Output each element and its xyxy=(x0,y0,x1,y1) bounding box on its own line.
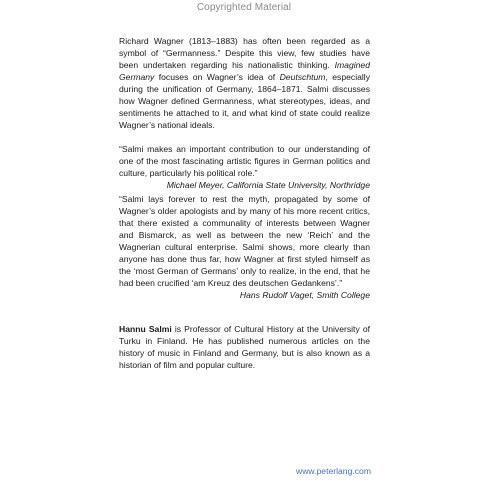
description-text-1: Richard Wagner (1813–1883) has often been regarded as a symbol of “Germanness.” Despite this view, few studies have been undertaken regarding his nationalistic thinking. xyxy=(119,36,370,70)
review-quote-1 xyxy=(119,143,370,191)
description-text-3: , especially during the unification of Germany, 1864–1871. Salmi discusses how Wagner defined Germanness, what stereotypes, ideas, and sentiments he attached to it, and what kind of state could realize Wagner’s national ideals. xyxy=(119,72,370,130)
quote-text: “Salmi makes an important contribution to our understanding of one of the most fascinating artistic figures in German politics and culture, particularly his political role.” xyxy=(119,144,370,178)
quote-text: “Salmi lays forever to rest the myth, propagated by some of Wagner’s older apologists and by many of his more recent critics, that there existed a communality of interests between Wagner and Bismarck, as well as between the new ‘Reich’ and the Wagnerian cultural enterprise. Salmi shows, more clearly than anyone has done thus far, how Wagner at first styled himself as the ‘most German of Germans’ only to realize, in the end, that he had been crucified ‘am Kreuz des deutschen Gedankens’.” xyxy=(119,194,370,288)
book-description xyxy=(119,35,370,131)
quote-attribution: Michael Meyer, California State University, Northridge xyxy=(166,180,370,190)
copyright-watermark: Copyrighted Material xyxy=(196,2,292,13)
publisher-url[interactable]: www.peterlang.com xyxy=(296,466,371,476)
author-bio xyxy=(119,323,370,371)
description-text-2: focuses on Wagner’s idea of xyxy=(154,72,280,82)
author-bio-text: is Professor of Cultural History at the University of Turku in Finland. He has published numerous articles on the history of music in Finland and Germany, but is also known as a historian of film and popular culture. xyxy=(119,324,370,370)
book-title: Imagined Germany xyxy=(119,60,370,82)
review-quote-2 xyxy=(119,193,370,301)
quote-attribution: Hans Rudolf Vaget, Smith College xyxy=(239,290,370,300)
author-name: Hannu Salmi xyxy=(119,324,172,334)
concept-term: Deutschtum xyxy=(279,72,326,82)
